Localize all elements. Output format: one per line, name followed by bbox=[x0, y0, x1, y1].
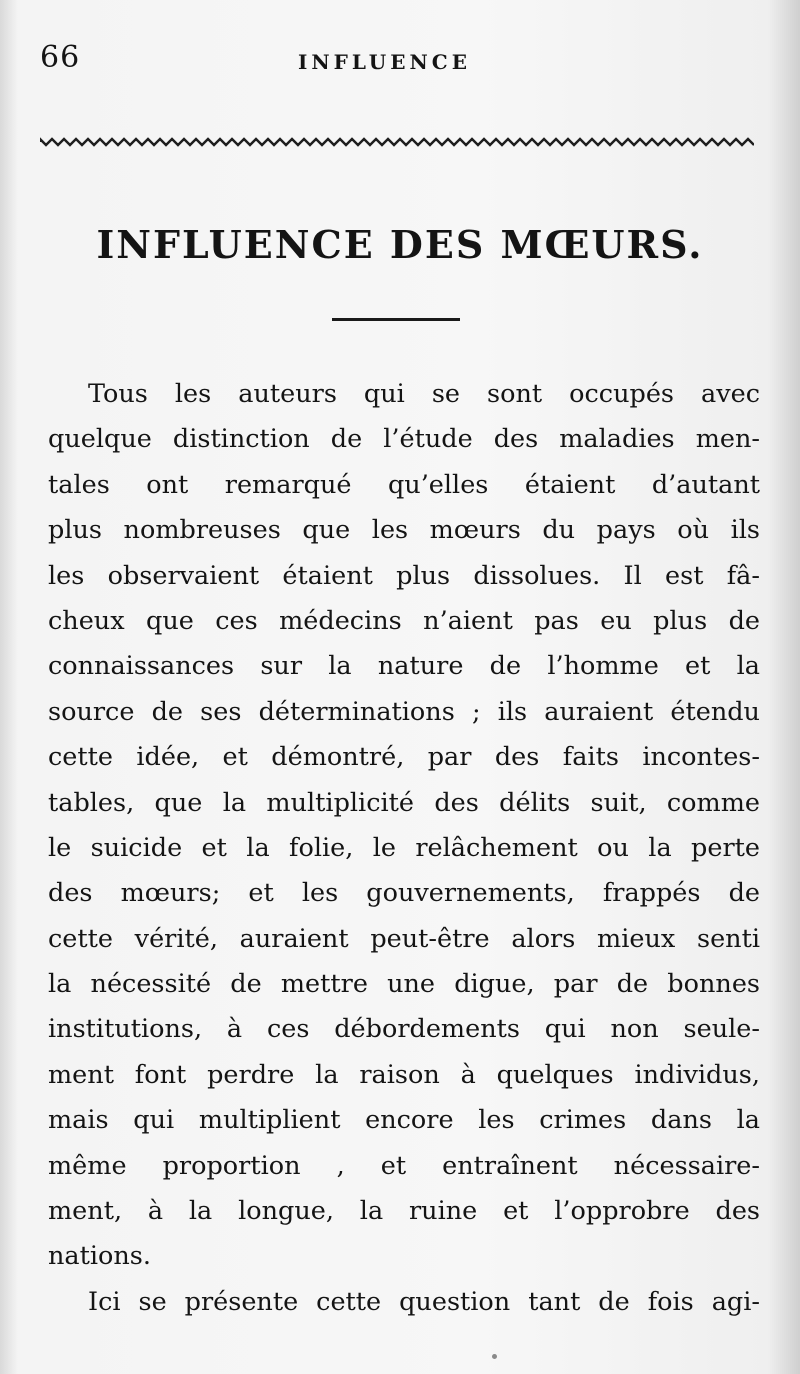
ornamental-rule bbox=[40, 136, 754, 148]
text-line: la nécessité de mettre une digue, par de bonnes bbox=[48, 969, 760, 1000]
body-text bbox=[48, 372, 760, 1325]
text-line: connaissances sur la nature de l’homme et la bbox=[48, 651, 760, 682]
text-line: Tous les auteurs qui se sont occupés avec bbox=[88, 379, 760, 409]
text-line: cheux que ces médecins n’aient pas eu plus de bbox=[48, 605, 760, 636]
title-underline-rule bbox=[332, 318, 460, 321]
text-line: les observaient étaient plus dissolues. Il est fâ- bbox=[48, 560, 760, 591]
running-head bbox=[40, 40, 760, 80]
text-line: mais qui multiplient encore les crimes dans la bbox=[48, 1105, 760, 1136]
ink-speck bbox=[492, 1354, 497, 1359]
chapter-title: INFLUENCE DES MŒURS. bbox=[96, 222, 704, 267]
text-line: quelque distinction de l’étude des maladies men- bbox=[48, 424, 760, 455]
text-line: cette vérité, auraient peut-être alors mieux senti bbox=[48, 923, 760, 954]
text-line: cette idée, et démontré, par des faits incontes- bbox=[48, 742, 760, 773]
text-line: même proportion , et entraînent nécessaire- bbox=[48, 1150, 760, 1181]
text-line: institutions, à ces débordements qui non seule- bbox=[48, 1014, 760, 1045]
running-title: INFLUENCE bbox=[298, 50, 471, 74]
page-number: 66 bbox=[40, 40, 81, 75]
text-line: ment font perdre la raison à quelques individus, bbox=[48, 1059, 760, 1090]
text-line: nations. bbox=[48, 1241, 151, 1272]
text-line: Ici se présente cette question tant de fois agi- bbox=[88, 1286, 760, 1317]
text-line: plus nombreuses que les mœurs du pays où ils bbox=[48, 515, 760, 546]
text-line: des mœurs; et les gouvernements, frappés de bbox=[48, 878, 760, 909]
text-line: tables, que la multiplicité des délits suit, comme bbox=[48, 787, 760, 818]
text-line: ment, à la longue, la ruine et l’opprobre des bbox=[48, 1196, 760, 1227]
text-line: source de ses déterminations ; ils auraient étendu bbox=[48, 696, 760, 727]
text-line: le suicide et la folie, le relâchement ou la perte bbox=[48, 832, 760, 863]
text-line: tales ont remarqué qu’elles étaient d’autant bbox=[48, 469, 760, 500]
